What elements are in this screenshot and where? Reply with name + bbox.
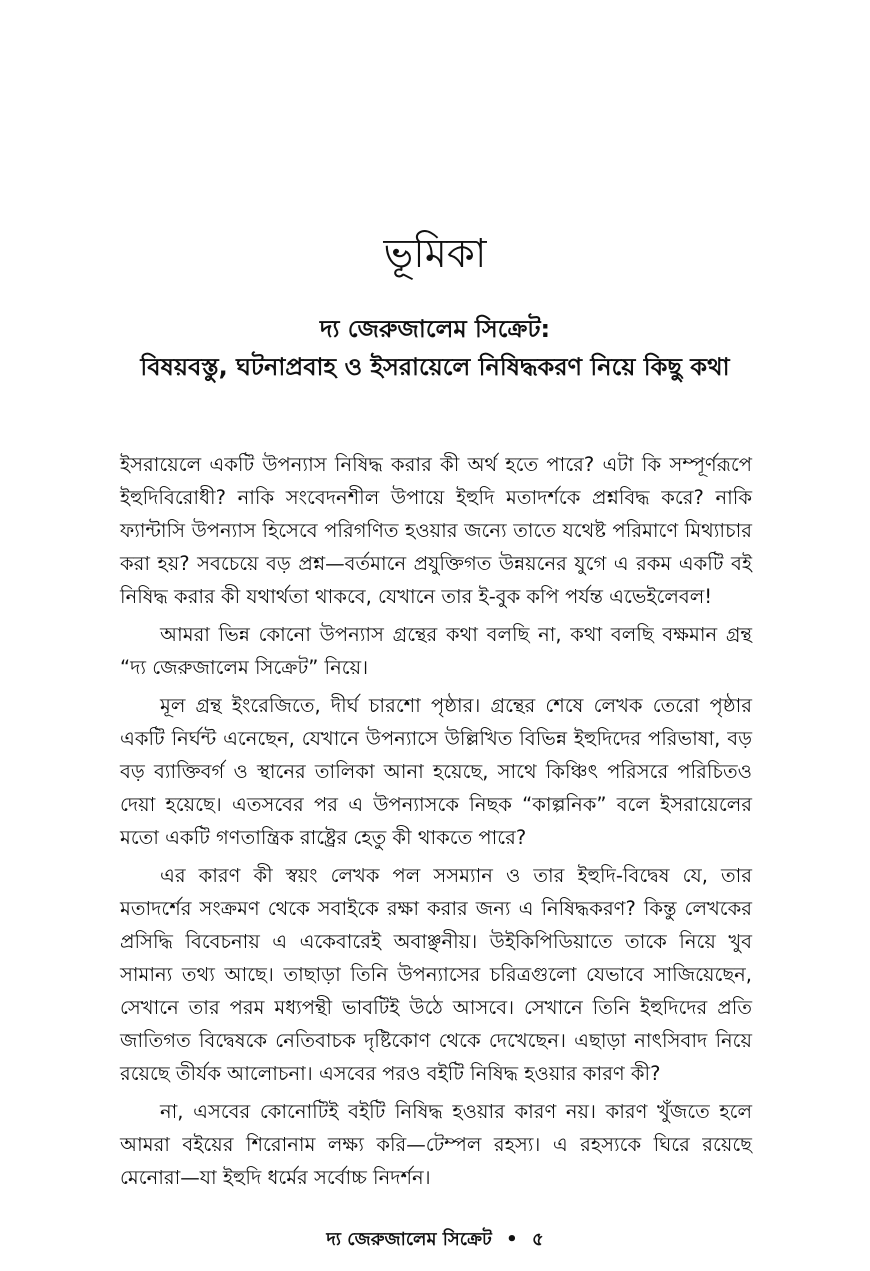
paragraph-2: আমরা ভিন্ন কোনো উপন্যাস গ্রন্থের কথা বলছি না, কথা বলছি বক্ষমান গ্রন্থ “দ্য জেরুজালেম সিক্রেট” নিয়ে। [120, 623, 752, 679]
paragraph-1: ইসরায়েলে একটি উপন্যাস নিষিদ্ধ করার কী অর্থ হতে পারে? এটা কি সম্পূর্ণরূপে ইহুদিবিরোধী? নাকি সংবেদনশীল উপায়ে ইহুদি মতাদর্শকে প্রশ্নবিদ্ধ করে? নাকি ফ্যান্টাসি উপন্যাস হিসেবে পরিগণিত হওয়ার জন্যে তাতে যথেষ্ট পরিমাণে মিথ্যাচার করা হয়? সবচেয়ে বড় প্রশ্ন—বর্তমানে প্রযুক্তিগত উন্নয়নের যুগে এ রকম একটি বই নিষিদ্ধ করার কী যথার্থতা থাকবে, যেখানে তার ই-বুক কপি পর্যন্ত এভেইলেবল! [120, 453, 752, 608]
chapter-title: ভূমিকা [383, 231, 487, 277]
paragraph-3: মূল গ্রন্থ ইংরেজিতে, দীর্ঘ চারশো পৃষ্ঠার। গ্রন্থের শেষে লেখক তেরো পৃষ্ঠার একটি নির্ঘন্ট এনেছেন, যেখানে উপন্যাসে উল্লিখিত বিভিন্ন ইহুদিদের পরিভাষা, বড় বড় ব্যাক্তিবর্গ ও স্থানের তালিকা আনা হয়েছে, সাথে কিঞ্চিৎ পরিসরে পরিচিতও দেয়া হয়েছে। এতসবের পর এ উপন্যাসকে নিছক “কাল্পনিক” বলে ইসরায়েলের মতো একটি গণতান্ত্রিক রাষ্ট্রের হেতু কী থাকতে পারে? [120, 694, 752, 849]
subtitle-line-2: বিষয়বস্তু, ঘটনাপ্রবাহ ও ইসরায়েলে নিষিদ্ধকরণ নিয়ে কিছু কথা [140, 353, 730, 381]
page-number: ৫ [531, 1229, 544, 1250]
footer-separator: • [506, 1229, 518, 1250]
subtitle-line-1: দ্য জেরুজালেম সিক্রেট: [319, 315, 551, 343]
chapter-subtitle [80, 310, 790, 386]
page-footer [0, 1226, 870, 1254]
body-text [120, 448, 752, 1199]
paragraph-4: এর কারণ কী স্বয়ং লেখক পল সসম্যান ও তার ইহুদি-বিদ্বেষ যে, তার মতাদর্শের সংক্রমণ থেকে সবাইকে রক্ষা করার জন্য এ নিষিদ্ধকরণ? কিন্তু লেখকের প্রসিদ্ধি বিবেচনায় এ একেবারেই অবাঞ্ছনীয়। উইকিপিডিয়াতে তাকে নিয়ে খুব সামান্য তথ্য আছে। তাছাড়া তিনি উপন্যাসের চরিত্রগুলো যেভাবে সাজিয়েছেন, সেখানে তার পরম মধ্যপন্থী ভাবটিই উঠে আসবে। সেখানে তিনি ইহুদিদের প্রতি জাতিগত বিদ্বেষকে নেতিবাচক দৃষ্টিকোণ থেকে দেখেছেন। এছাড়া নাৎসিবাদ নিয়ে রয়েছে তীর্যক আলোচনা। এসবের পরও বইটি নিষিদ্ধ হওয়ার কারণ কী? [120, 864, 752, 1085]
running-title: দ্য জেরুজালেম সিক্রেট [326, 1229, 492, 1250]
paragraph-5: না, এসবের কোনোটিই বইটি নিষিদ্ধ হওয়ার কারণ নয়। কারণ খুঁজতে হলে আমরা বইয়ের শিরোনাম লক্ষ্য করি—টেম্পল রহস্য। এ রহস্যকে ঘিরে রয়েছে মেনোরা—যা ইহুদি ধর্মের সর্বোচ্চ নিদর্শন। [120, 1100, 752, 1189]
